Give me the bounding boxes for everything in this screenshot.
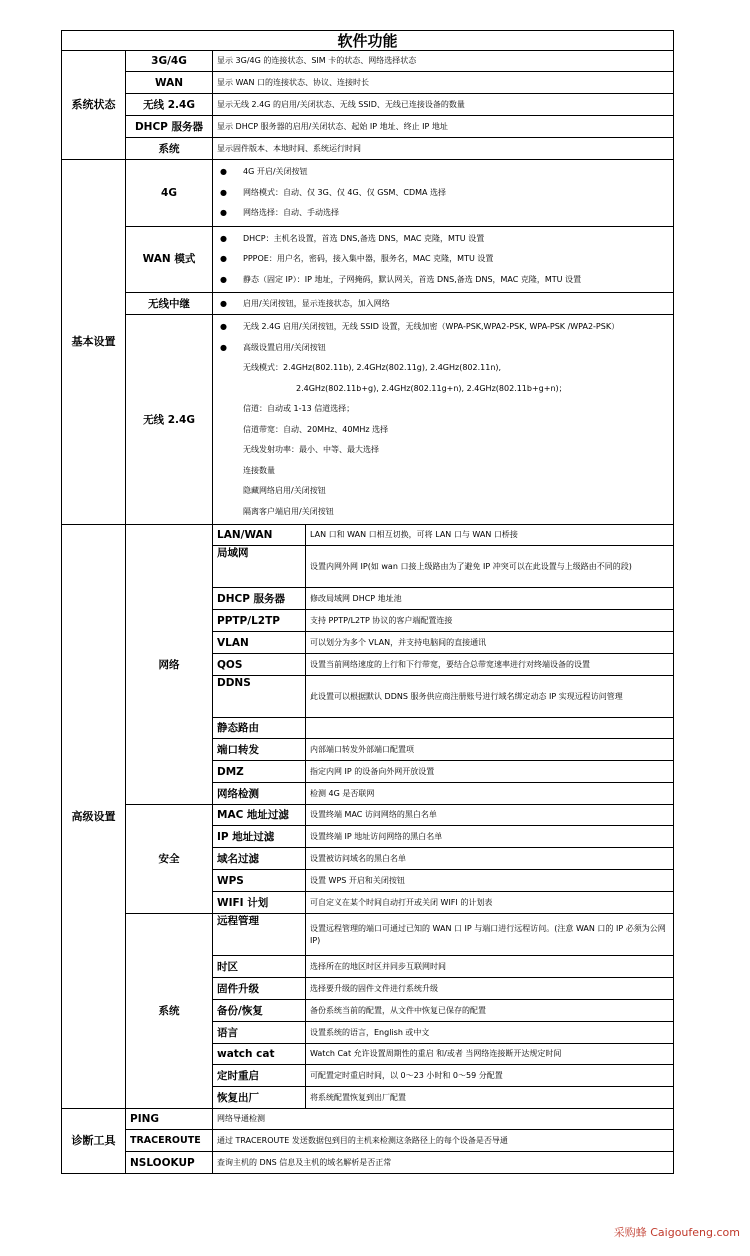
row-name: DHCP 服务器 bbox=[126, 116, 213, 138]
list-item: ● 静态（固定 IP）：IP 地址，子网掩码，默认网关，首选 DNS,备选 DNS，MAC 克隆，MTU 设置 bbox=[217, 270, 669, 291]
row-name: WAN bbox=[126, 72, 213, 94]
row-name: PPTP/L2TP bbox=[213, 610, 306, 632]
row-name: MAC 地址过滤 bbox=[213, 805, 306, 826]
row-desc: 设置当前网络速度的上行和下行带宽，要结合总带宽速率进行对终端设备的设置 bbox=[306, 654, 674, 676]
category-status: 系统状态 bbox=[62, 51, 126, 160]
row-desc: 设置内网外网 IP(如 wan 口接上级路由为了避免 IP 冲突可以在此设置与上级路由不同的段) bbox=[306, 546, 674, 588]
row-desc: 设置终端 MAC 访问网络的黑白名单 bbox=[306, 805, 674, 826]
row-name: IP 地址过滤 bbox=[213, 826, 306, 848]
row-name: 域名过滤 bbox=[213, 848, 306, 870]
row-desc: 显示 WAN 口的连接状态、协议、连接时长 bbox=[213, 72, 674, 94]
text-line: 无线模式：2.4GHz(802.11b), 2.4GHz(802.11g), 2.4GHz(802.11n), bbox=[243, 363, 502, 372]
row-desc: 通过 TRACEROUTE 发送数据包到目的主机来检测这条路径上的每个设备是否导通 bbox=[213, 1130, 674, 1152]
row-desc: 设置被访问域名的黑白名单 bbox=[306, 848, 674, 870]
row-name: DDNS bbox=[213, 676, 306, 718]
list-item: ● 高级设置启用/关闭按钮 bbox=[217, 338, 669, 359]
row-desc: 设置系统的语言，English 或中文 bbox=[306, 1022, 674, 1044]
table-title: 软件功能 bbox=[62, 31, 674, 51]
row-name: 定时重启 bbox=[213, 1065, 306, 1087]
text-line: 隔离客户端启用/关闭按钮 bbox=[243, 506, 334, 516]
list-item: ● 网络模式：自动、仅 3G、仅 4G、仅 GSM、CDMA 选择 bbox=[217, 183, 669, 204]
row-name: LAN/WAN bbox=[213, 525, 306, 546]
feature-table bbox=[61, 30, 674, 1174]
row-desc: 将系统配置恢复到出厂配置 bbox=[306, 1087, 674, 1109]
row-desc: 显示 DHCP 服务器的启用/关闭状态、起始 IP 地址、终止 IP 地址 bbox=[213, 116, 674, 138]
row-desc: Watch Cat 允许设置周期性的重启 和/或者 当网络连接断开达规定时间 bbox=[306, 1044, 674, 1065]
row-desc: 显示无线 2.4G 的启用/关闭状态、无线 SSID、无线已连接设备的数量 bbox=[213, 94, 674, 116]
category-basic: 基本设置 bbox=[62, 160, 126, 525]
row-name: 语言 bbox=[213, 1022, 306, 1044]
list-item: ● 启用/关闭按钮，显示连接状态，加入网络 bbox=[217, 295, 669, 313]
row-desc: 查询主机的 DNS 信息及主机的域名解析是否正常 bbox=[213, 1152, 674, 1174]
row-desc: 显示 3G/4G 的连接状态、SIM 卡的状态、网络选择状态 bbox=[213, 51, 674, 72]
group-network: 网络 bbox=[126, 525, 213, 805]
text-line: 信道带宽：自动、20MHz、40MHz 选择 bbox=[243, 424, 389, 434]
list-item: ● 网络选择：自动、手动选择 bbox=[217, 203, 669, 224]
watermark-text: 采购蜂 Caigoufeng.com bbox=[613, 1226, 740, 1239]
row-desc bbox=[213, 226, 674, 293]
category-diag: 诊断工具 bbox=[62, 1109, 126, 1174]
list-item: ● 无线 2.4G 启用/关闭按钮，无线 SSID 设置，无线加密（WPA-PSK,WPA2-PSK, WPA-PSK /WPA2-PSK） bbox=[217, 317, 669, 338]
row-desc: 可自定义在某个时间自动打开或关闭 WIFI 的计划表 bbox=[306, 892, 674, 914]
row-name: 端口转发 bbox=[213, 739, 306, 761]
group-system: 系统 bbox=[126, 914, 213, 1109]
row-name: 固件升级 bbox=[213, 978, 306, 1000]
row-desc: 设置 WPS 开启和关闭按钮 bbox=[306, 870, 674, 892]
row-desc: 设置终端 IP 地址访问网络的黑白名单 bbox=[306, 826, 674, 848]
row-name: WIFI 计划 bbox=[213, 892, 306, 914]
row-desc: 选择所在的地区时区并同步互联网时间 bbox=[306, 956, 674, 978]
row-name: 无线 2.4G bbox=[126, 315, 213, 525]
row-name: 3G/4G bbox=[126, 51, 213, 72]
row-name: WPS bbox=[213, 870, 306, 892]
row-name: 恢复出厂 bbox=[213, 1087, 306, 1109]
row-desc: 可以划分为多个 VLAN，并支持电脑间的直接通讯 bbox=[306, 632, 674, 654]
row-desc: 网络导通检测 bbox=[213, 1109, 674, 1130]
row-desc: 显示固件版本、本地时间、系统运行时间 bbox=[213, 138, 674, 160]
row-desc: 选择要升级的固件文件进行系统升级 bbox=[306, 978, 674, 1000]
row-desc bbox=[306, 718, 674, 739]
category-advanced: 高级设置 bbox=[62, 525, 126, 1109]
text-line: 连接数量 bbox=[243, 465, 275, 475]
row-name: QOS bbox=[213, 654, 306, 676]
row-desc: 指定内网 IP 的设备向外网开放设置 bbox=[306, 761, 674, 783]
row-name: 静态路由 bbox=[213, 718, 306, 739]
row-desc bbox=[213, 315, 674, 525]
text-line: 隐藏网络启用/关闭按钮 bbox=[243, 486, 326, 495]
text-line: 2.4GHz(802.11b+g), 2.4GHz(802.11g+n), 2.4GHz(802.11b+g+n)； bbox=[296, 383, 567, 393]
row-desc bbox=[213, 160, 674, 227]
row-name: 远程管理 bbox=[213, 914, 306, 956]
row-name: 4G bbox=[126, 160, 213, 227]
row-name: 局域网 bbox=[213, 546, 306, 588]
row-name: WAN 模式 bbox=[126, 226, 213, 293]
list-item: ● PPPOE：用户名，密码，接入集中器，服务名，MAC 克隆，MTU 设置 bbox=[217, 249, 669, 270]
row-desc: 支持 PPTP/L2TP 协议的客户端配置连接 bbox=[306, 610, 674, 632]
row-name: NSLOOKUP bbox=[126, 1152, 213, 1174]
text-line: 无线发射功率：最小、中等、最大选择 bbox=[243, 445, 379, 454]
group-security: 安全 bbox=[126, 805, 213, 914]
row-name: 无线中继 bbox=[126, 293, 213, 315]
row-desc: 修改局域网 DHCP 地址池 bbox=[306, 588, 674, 610]
row-name: VLAN bbox=[213, 632, 306, 654]
row-name: 无线 2.4G bbox=[126, 94, 213, 116]
row-name: 系统 bbox=[126, 138, 213, 160]
text-line: 信道：自动或 1-13 信道选择； bbox=[243, 404, 355, 413]
row-name: watch cat bbox=[213, 1044, 306, 1065]
row-desc: LAN 口和 WAN 口相互切换，可将 LAN 口与 WAN 口桥接 bbox=[306, 525, 674, 546]
row-desc: 备份系统当前的配置，从文件中恢复已保存的配置 bbox=[306, 1000, 674, 1022]
list-item: ● 4G 开启/关闭按钮 bbox=[217, 162, 669, 183]
row-desc bbox=[213, 293, 674, 315]
row-name: DHCP 服务器 bbox=[213, 588, 306, 610]
row-desc: 可配置定时重启时间，以 0～23 小时和 0～59 分配置 bbox=[306, 1065, 674, 1087]
row-name: 网络检测 bbox=[213, 783, 306, 805]
row-desc: 检测 4G 是否联网 bbox=[306, 783, 674, 805]
row-desc: 此设置可以根据默认 DDNS 服务供应商注册账号进行域名绑定动态 IP 实现远程访问管理 bbox=[306, 676, 674, 718]
row-desc: 设置远程管理的端口可通过已知的 WAN 口 IP 与端口进行远程访问。(注意 WAN 口的 IP 必须为公网 IP) bbox=[306, 914, 674, 956]
list-item: ● DHCP：主机名设置，首选 DNS,备选 DNS，MAC 克隆，MTU 设置 bbox=[217, 229, 669, 250]
row-name: PING bbox=[126, 1109, 213, 1130]
row-name: TRACEROUTE bbox=[126, 1130, 213, 1152]
row-desc: 内部端口转发外部端口配置项 bbox=[306, 739, 674, 761]
row-name: 备份/恢复 bbox=[213, 1000, 306, 1022]
row-name: 时区 bbox=[213, 956, 306, 978]
row-name: DMZ bbox=[213, 761, 306, 783]
